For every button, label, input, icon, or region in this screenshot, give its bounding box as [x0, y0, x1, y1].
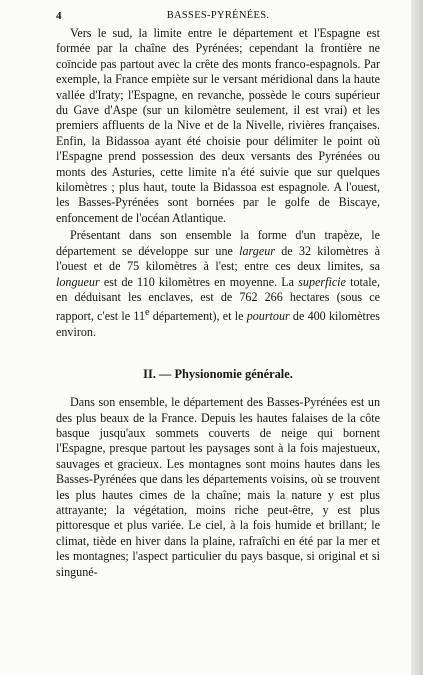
text-run: Présentant dans son ensemble la forme d'un trapèze, le département se développe sur une	[56, 228, 380, 258]
running-header	[56, 10, 380, 24]
italic-term: pourtour	[246, 309, 290, 324]
superscript: e	[145, 307, 150, 319]
paragraph-dimensions	[56, 228, 380, 340]
italic-term: largeur	[239, 243, 275, 258]
italic-term: longueur	[56, 274, 100, 289]
page-edge-shadow	[411, 0, 423, 675]
running-title: BASSES-PYRÉNÉES.	[166, 10, 270, 21]
text-run: de 400 kilomètres environ.	[56, 309, 380, 339]
page-body	[56, 26, 380, 580]
paragraph-frontier: Vers le sud, la limite entre le département et l'Espagne est formée par la chaîne des Pyrénées; cependant la frontière ne coïncide pas partout avec la crête des monts franco-espagnols. Par exemple, la France empiète sur le versant méridional dans la haute vallée d'Iraty; l'Espagne, en revanche, possède le cours supérieur du Gave d'Aspe (sur un kilomètre seulement, il est vrai) et les premiers affluents de la Nive et de la Nivelle, rivières françaises. Enfin, la Bidassoa ayant été choisie pour délimiter le point où l'Espagne prend possession des deux versants des Pyrénées ou monts des Asturies, cette limite n'a été suivie que sur quelques kilomètres ; plus haut, toute la Bidassoa est espagnole. A l'ouest, les Basses-Pyrénées sont bornées par le golfe de Biscaye, enfoncement de l'océan Atlantique.	[56, 26, 380, 225]
text-run: totale, en déduisant les enclaves, est de 762 266 hectares (sous ce rapport, c'est le 11	[56, 274, 380, 324]
text-run: de 32 kilomètres à l'ouest et de 75 kilomètres à l'est; entre ces deux limites, sa	[56, 243, 380, 274]
italic-term: superficie	[298, 274, 346, 289]
text-run: département), et le	[149, 309, 247, 324]
page-number: 4	[56, 10, 62, 22]
paragraph-physiognomy: Dans son ensemble, le département des Basses-Pyrénées est un des plus beaux de la France. Depuis les hautes falaises de la côte basque jusqu'aux sommets couverts de neige qui bornent l'Espagne, presque partout les paysages sont à la fois majestueux, sauvages et gracieux. Les montagnes sont moins hautes dans les Basses-Pyrénées que dans les départements voisins, où se trouvent les plus hautes cimes de la chaîne; mais la nature y est plus attrayante; la végétation, moins riche peut-être, y est plus pittoresque et plus variée. Le ciel, à la fois humide et brillant; le climat, tiède en hiver dans la plaine, rafraîchi en été par la mer et les montagnes; l'aspect particulier du pays basque, si original et si singuné-	[56, 395, 380, 579]
section-heading: II. — Physionomie générale.	[143, 367, 293, 382]
text-run: est de 110 kilomètres en moyenne. La	[99, 274, 299, 289]
